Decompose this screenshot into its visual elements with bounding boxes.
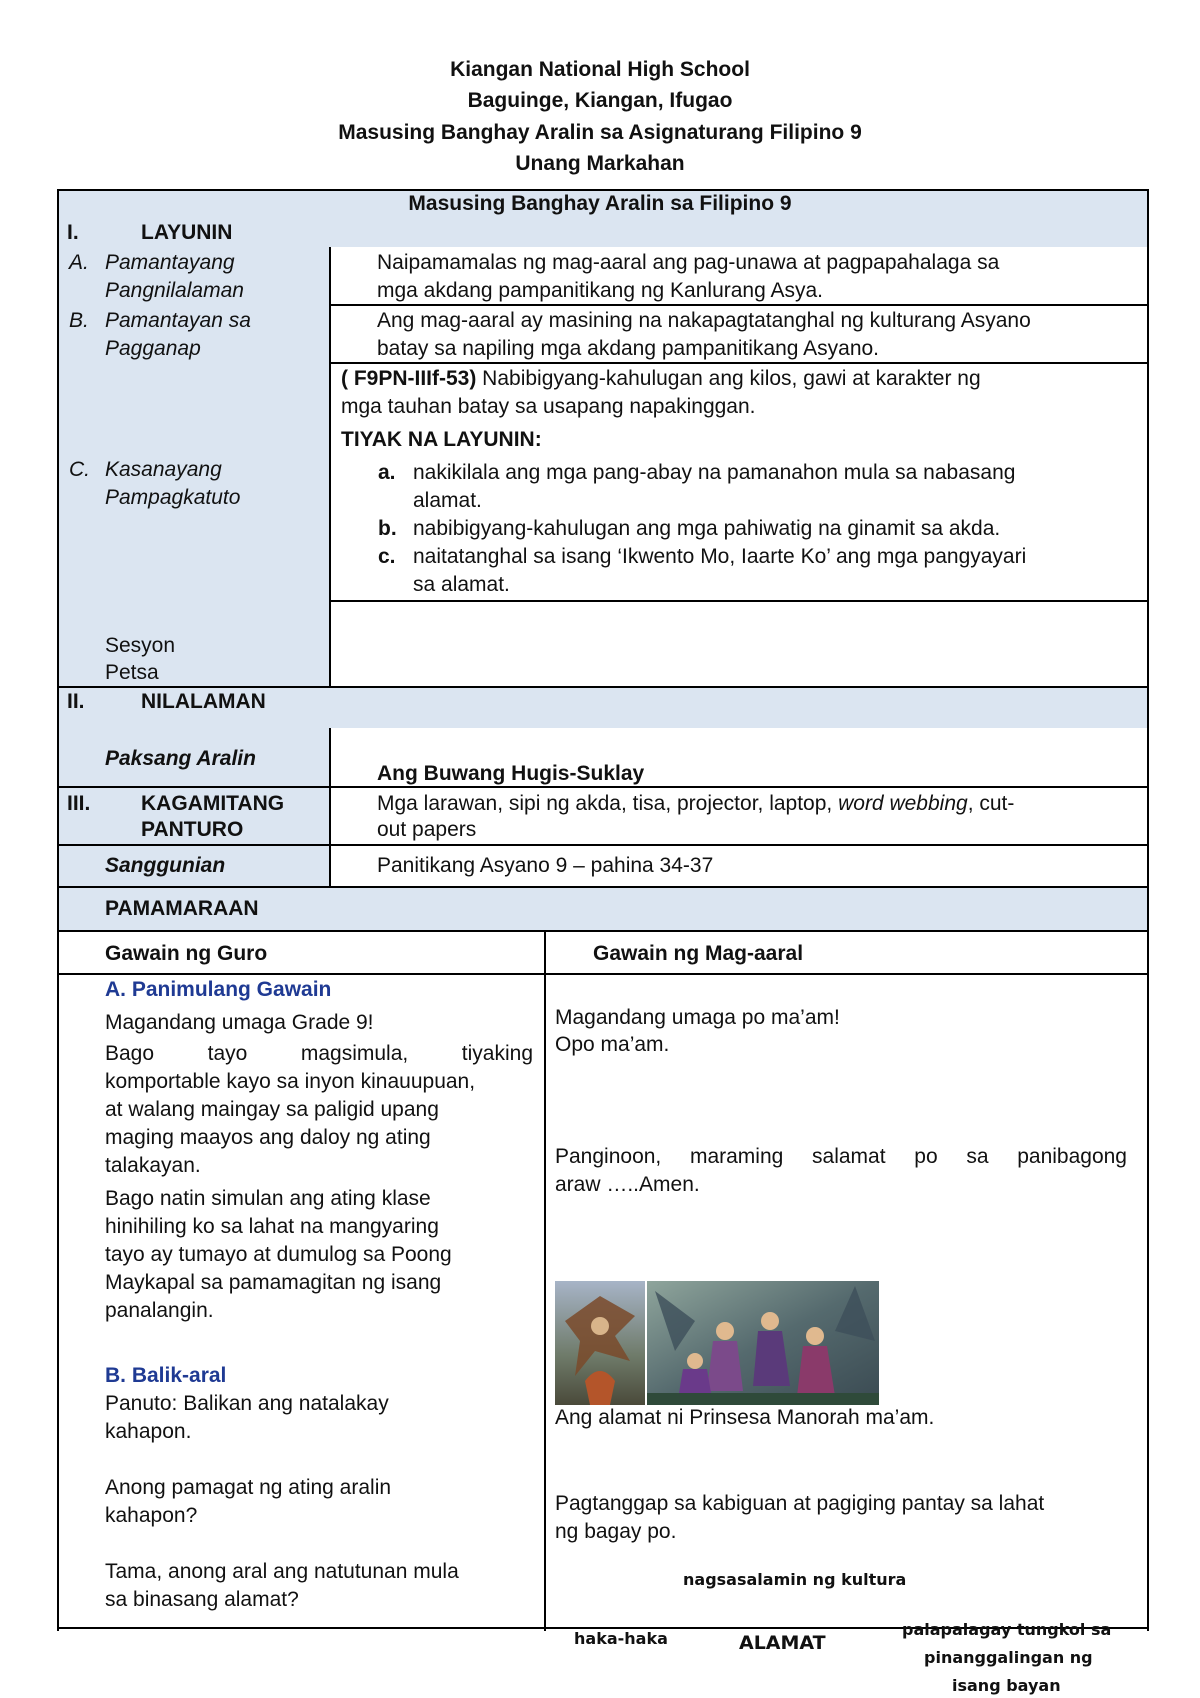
gawain-ng-magaaral-header: Gawain ng Mag-aaral	[593, 942, 804, 965]
kagamitan-heading-line2: PANTURO	[141, 818, 244, 841]
sesyon-label: Sesyon	[105, 634, 176, 657]
kagamitan-value-italic: word webbing	[838, 792, 968, 815]
objective-text: nabibigyang-kahulugan ang mga pahiwatig na ginamit sa akda.	[413, 517, 1001, 540]
student-response: Opo ma’am.	[555, 1033, 670, 1056]
row-b-label-line1: Pamantayan sa	[105, 309, 251, 332]
teacher-instruction-line: komportable kayo sa inyon kinauupuan,	[105, 1070, 476, 1093]
row-a-letter: A.	[69, 251, 89, 274]
column-divider	[544, 930, 546, 1631]
web-node-right-line1: palapalagay tungkol sa	[902, 1620, 1112, 1639]
web-node-left: haka-haka	[574, 1629, 668, 1648]
competency-line1	[341, 365, 981, 393]
objective-letter: b.	[378, 517, 397, 540]
row-a-label-line1: Pamantayang	[105, 251, 235, 274]
column-divider	[329, 728, 331, 888]
teacher-greeting: Magandang umaga Grade 9!	[105, 1011, 374, 1034]
objective-text: nakikilala ang mga pang-abay na pamanahon mula sa nabasang	[413, 461, 1016, 484]
quarter-label: Unang Markahan	[515, 152, 685, 175]
row-divider	[329, 600, 1149, 602]
row-a-text-line2: mga akdang pampanitikang ng Kanlurang Asya.	[377, 279, 823, 302]
row-divider	[57, 973, 1149, 975]
teacher-instruction-line: Bago tayo magsimula, tiyaking	[105, 1042, 533, 1065]
objective-letter: c.	[378, 545, 396, 568]
sanggunian-label: Sanggunian	[105, 854, 226, 877]
petsa-label: Petsa	[105, 661, 159, 684]
competency-line2: mga tauhan batay sa usapang napakinggan.	[341, 395, 756, 418]
teacher-prayer-line: Maykapal sa pamamagitan ng isang	[105, 1271, 442, 1294]
row-divider	[57, 930, 1149, 932]
web-node-top: nagsasalamin ng kultura	[683, 1570, 907, 1589]
competency-text: Nabibigyang-kahulugan ang kilos, gawi at karakter ng	[476, 367, 981, 390]
row-a-text-line1: Naipamamalas ng mag-aaral ang pag-unawa at pagpapahalaga sa	[377, 251, 1000, 274]
gawain-ng-guro-header: Gawain ng Guro	[105, 942, 268, 965]
student-prayer-line: araw …..Amen.	[555, 1173, 700, 1196]
balik-aral-heading: B. Balik-aral	[105, 1364, 227, 1387]
teacher-prayer-line: Bago natin simulan ang ating klase	[105, 1187, 431, 1210]
column-divider	[329, 247, 331, 687]
layunin-number: I.	[67, 221, 79, 244]
kagamitan-value-part: , cut-	[967, 792, 1015, 815]
document-title: Masusing Banghay Aralin sa Asignaturang Filipino 9	[338, 121, 862, 144]
teacher-prayer-line: tayo ay tumayo at dumulog sa Poong	[105, 1243, 452, 1266]
student-answer-1: Ang alamat ni Prinsesa Manorah ma’am.	[555, 1406, 935, 1429]
teacher-instruction-line: talakayan.	[105, 1154, 201, 1177]
kagamitan-value-line2: out papers	[377, 818, 477, 841]
row-c-label-line2: Pampagkatuto	[105, 486, 241, 509]
question-line: Anong pamagat ng ating aralin	[105, 1476, 392, 1499]
nilalaman-number: II.	[67, 690, 85, 713]
competency-code: ( F9PN-IIIf-53)	[341, 367, 477, 390]
paksang-aralin-value: Ang Buwang Hugis-Suklay	[377, 762, 645, 785]
manorah-illustration	[555, 1281, 879, 1405]
question-line: Tama, anong aral ang natutunan mula	[105, 1560, 459, 1583]
pamamaraan-heading: PAMAMARAAN	[105, 897, 259, 920]
table-title: Masusing Banghay Aralin sa Filipino 9	[408, 192, 792, 215]
teacher-instruction-line: maging maayos ang daloy ng ating	[105, 1126, 431, 1149]
student-answer-2-line: Pagtanggap sa kabiguan at pagiging pantay sa lahat	[555, 1492, 1045, 1515]
school-address: Baguinge, Kiangan, Ifugao	[467, 89, 733, 112]
web-node-right-line2: pinanggalingan ng	[924, 1648, 1093, 1667]
row-b-label-line2: Pagganap	[105, 337, 201, 360]
web-center-alamat: ALAMAT	[739, 1632, 826, 1654]
row-b-text-line2: batay sa napiling mga akdang pampanitikang Asyano.	[377, 337, 880, 360]
panuto-line: kahapon.	[105, 1420, 192, 1443]
nilalaman-heading: NILALAMAN	[141, 690, 266, 713]
objective-letter: a.	[378, 461, 396, 484]
paksang-aralin-label: Paksang Aralin	[105, 747, 256, 770]
student-answer-2-line: ng bagay po.	[555, 1520, 677, 1543]
row-c-label-line1: Kasanayang	[105, 458, 222, 481]
kagamitan-number: III.	[67, 792, 91, 815]
layunin-heading: LAYUNIN	[141, 221, 233, 244]
tiyak-na-layunin-label: TIYAK NA LAYUNIN:	[341, 428, 542, 451]
web-node-right-line3: isang bayan	[952, 1676, 1061, 1695]
school-name: Kiangan National High School	[450, 58, 750, 81]
teacher-instruction-line: at walang maingay sa paligid upang	[105, 1098, 439, 1121]
teacher-prayer-line: hinihiling ko sa lahat na mangyaring	[105, 1215, 439, 1238]
objective-text: naitatanghal sa isang ‘Ikwento Mo, Iaarte Ko’ ang mga pangyayari	[413, 545, 1027, 568]
panimulang-gawain-heading: A. Panimulang Gawain	[105, 978, 332, 1001]
question-line: sa binasang alamat?	[105, 1588, 299, 1611]
row-a-label-line2: Pangnilalaman	[105, 279, 244, 302]
row-c-letter: C.	[69, 458, 90, 481]
kagamitan-value-part: Mga larawan, sipi ng akda, tisa, projector, laptop,	[377, 792, 839, 815]
teacher-prayer-line: panalangin.	[105, 1299, 214, 1322]
kagamitan-heading-line1: KAGAMITANG	[141, 792, 285, 815]
row-b-letter: B.	[69, 309, 89, 332]
kagamitan-value-line1	[377, 790, 1014, 818]
sanggunian-value: Panitikang Asyano 9 – pahina 34-37	[377, 854, 714, 877]
objective-text: alamat.	[413, 489, 482, 512]
row-b-text-line1: Ang mag-aaral ay masining na nakapagtatanghal ng kulturang Asyano	[377, 309, 1031, 332]
student-prayer-line: Panginoon, maraming salamat po sa panibagong	[555, 1145, 1127, 1168]
objective-text: sa alamat.	[413, 573, 510, 596]
question-line: kahapon?	[105, 1504, 198, 1527]
student-greeting: Magandang umaga po ma’am!	[555, 1006, 840, 1029]
panuto-line: Panuto: Balikan ang natalakay	[105, 1392, 389, 1415]
